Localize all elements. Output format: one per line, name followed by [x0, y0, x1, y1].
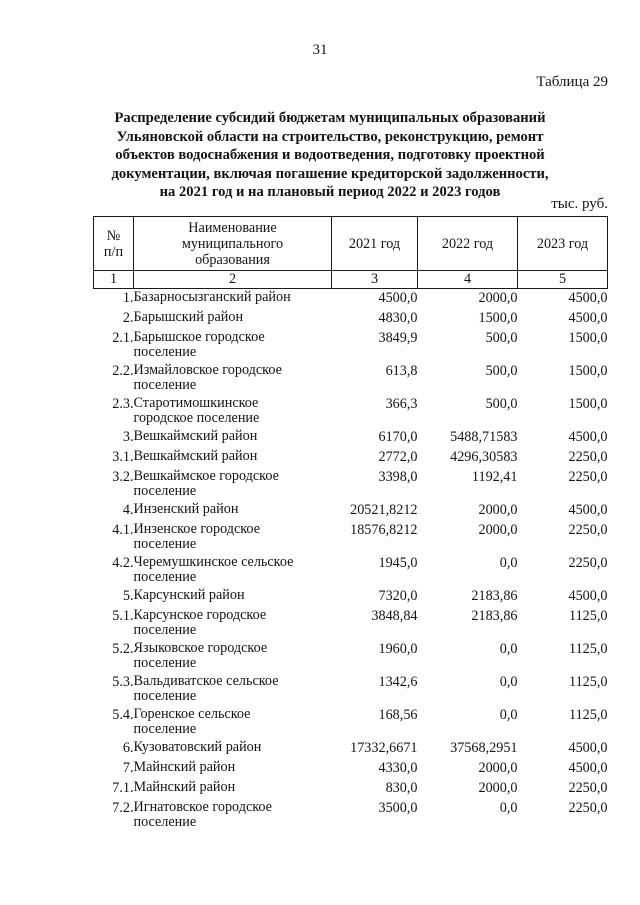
value-2022: 2183,86	[471, 607, 518, 624]
value-2021: 168,56	[378, 706, 418, 723]
table-row	[94, 673, 608, 706]
municipality-name-line: поселение	[133, 377, 197, 393]
table-row	[94, 607, 608, 640]
municipality-name-line: Майнский район	[133, 758, 236, 775]
municipality-name	[134, 706, 332, 739]
row-number: 5.	[122, 587, 134, 604]
value-2021: 613,8	[385, 362, 418, 379]
column-number: 3	[332, 271, 418, 289]
municipality-name-line: поселение	[133, 569, 197, 585]
municipality-name-line: Майнский район	[133, 778, 236, 795]
title-line: Распределение субсидий бюджетам муниципальных образований	[114, 110, 546, 126]
municipality-name-line: поселение	[133, 814, 197, 830]
value-2021: 4830,0	[378, 309, 418, 326]
value-2021: 4330,0	[378, 759, 418, 776]
table-row	[94, 309, 608, 329]
value-2023: 4500,0	[568, 759, 608, 776]
municipality-name	[134, 640, 332, 673]
value-2021: 3500,0	[378, 799, 418, 816]
value-2021: 6170,0	[378, 428, 418, 445]
municipality-name	[134, 779, 332, 799]
municipality-name-line: Инзенский район	[133, 500, 239, 517]
column-number: 2	[134, 271, 332, 289]
table-row	[94, 362, 608, 395]
value-2023: 1125,0	[569, 706, 608, 723]
row-number: 6.	[122, 739, 134, 756]
title-line: объектов водоснабжения и водоотведения, подготовку проектной	[115, 147, 545, 164]
municipality-name-line: поселение	[133, 536, 197, 552]
table-row	[94, 759, 608, 779]
municipality-name-line: поселение	[133, 721, 197, 737]
value-2023: 4500,0	[568, 428, 608, 445]
table-row	[94, 468, 608, 501]
municipality-name	[134, 362, 332, 395]
municipality-name	[134, 395, 332, 428]
value-2023: 2250,0	[568, 799, 608, 816]
column-number: 5	[518, 271, 608, 289]
value-2021: 3848,84	[371, 607, 418, 624]
row-number: 3.2.	[112, 468, 134, 485]
value-2023: 1125,0	[569, 607, 608, 624]
row-number: 3.1.	[112, 448, 134, 465]
row-number: 2.2.	[112, 362, 134, 379]
table-row	[94, 428, 608, 448]
value-2022: 500,0	[485, 329, 518, 346]
municipality-name	[134, 799, 332, 832]
table-row	[94, 706, 608, 739]
row-number: 5.4.	[112, 706, 134, 723]
value-2023: 1500,0	[568, 329, 608, 346]
municipality-name	[134, 554, 332, 587]
municipality-name-line: поселение	[133, 655, 197, 671]
municipality-name-line: поселение	[133, 344, 197, 360]
table-row	[94, 640, 608, 673]
header-2021: 2021 год	[332, 217, 418, 271]
municipality-name	[134, 329, 332, 362]
value-2021: 3849,9	[378, 329, 418, 346]
header-2022: 2022 год	[418, 217, 518, 271]
municipality-name-line: Игнатовское городское	[133, 798, 272, 815]
value-2023: 2250,0	[568, 554, 608, 571]
table-header	[94, 217, 608, 289]
column-numbers-row	[94, 271, 608, 289]
municipality-name	[134, 468, 332, 501]
value-2021: 7320,0	[378, 587, 418, 604]
value-2022: 2183,86	[471, 587, 518, 604]
value-2023: 1500,0	[568, 362, 608, 379]
table-row	[94, 501, 608, 521]
value-2021: 4500,0	[378, 290, 418, 306]
value-2022: 0,0	[499, 640, 518, 657]
value-2022: 5488,71583	[450, 428, 518, 445]
value-2022: 2000,0	[478, 501, 518, 518]
row-number: 1.	[122, 290, 134, 306]
row-number: 2.	[122, 309, 134, 326]
value-2022: 1192,41	[471, 468, 518, 485]
subsidy-table	[93, 216, 608, 832]
value-2023: 1125,0	[569, 673, 608, 690]
header-name: Наименование муниципального образования	[134, 217, 332, 271]
header-2023: 2023 год	[518, 217, 608, 271]
value-2021: 17332,6671	[350, 739, 418, 756]
value-2023: 4500,0	[568, 587, 608, 604]
municipality-name	[134, 501, 332, 521]
value-2023: 4500,0	[568, 501, 608, 518]
row-number: 5.2.	[112, 640, 134, 657]
municipality-name	[134, 759, 332, 779]
table-label: Таблица 29	[536, 74, 608, 90]
municipality-name-line: Черемушкинское сельское	[133, 553, 294, 570]
units-label: тыс. руб.	[551, 196, 608, 212]
value-2023: 2250,0	[568, 468, 608, 485]
row-number: 4.1.	[112, 521, 134, 538]
value-2022: 500,0	[485, 362, 518, 379]
table-row	[94, 521, 608, 554]
value-2021: 830,0	[385, 779, 418, 796]
value-2021: 3398,0	[378, 468, 418, 485]
value-2022: 4296,30583	[450, 448, 518, 465]
value-2022: 0,0	[499, 554, 518, 571]
table-row	[94, 289, 608, 309]
column-number: 4	[418, 271, 518, 289]
title-line: на 2021 год и на плановый период 2022 и 2023 годов	[159, 184, 501, 201]
municipality-name-line: Кузоватовский район	[133, 738, 262, 755]
municipality-name-line: Языковское городское	[133, 639, 268, 656]
value-2021: 20521,8212	[350, 501, 418, 518]
header-num: № п/п	[94, 217, 134, 271]
municipality-name-line: Измайловское городское	[133, 361, 282, 378]
value-2023: 4500,0	[568, 290, 608, 306]
table-row	[94, 799, 608, 832]
table-row	[94, 779, 608, 799]
value-2022: 0,0	[499, 706, 518, 723]
row-number: 3.	[122, 428, 134, 445]
value-2021: 2772,0	[378, 448, 418, 465]
municipality-name-line: поселение	[133, 622, 197, 638]
row-number: 7.1.	[112, 779, 134, 796]
municipality-name	[134, 739, 332, 759]
value-2023: 1125,0	[569, 640, 608, 657]
municipality-name-line: Карсунское городское	[133, 606, 267, 623]
municipality-name	[134, 673, 332, 706]
row-number: 5.3.	[112, 673, 134, 690]
municipality-name-line: Горенское сельское	[133, 705, 251, 722]
value-2022: 37568,2951	[450, 739, 518, 756]
title-line: Ульяновской области на строительство, реконструкцию, ремонт	[116, 128, 544, 145]
row-number: 5.1.	[112, 607, 134, 624]
value-2022: 0,0	[499, 799, 518, 816]
table-row	[94, 554, 608, 587]
municipality-name	[134, 521, 332, 554]
table-row	[94, 329, 608, 362]
value-2021: 1960,0	[378, 640, 418, 657]
column-number: 1	[94, 271, 134, 289]
value-2021: 18576,8212	[350, 521, 418, 538]
value-2023: 4500,0	[568, 739, 608, 756]
table-row	[94, 587, 608, 607]
municipality-name	[134, 448, 332, 468]
municipality-name-line: Инзенское городское	[133, 520, 261, 537]
row-number: 2.1.	[112, 329, 134, 346]
value-2022: 2000,0	[478, 521, 518, 538]
value-2021: 1342,6	[378, 673, 418, 690]
value-2023: 2250,0	[568, 521, 608, 538]
value-2022: 2000,0	[478, 779, 518, 796]
value-2022: 2000,0	[478, 290, 518, 306]
municipality-name-line: Вешкаймское городское	[133, 467, 279, 484]
page-number: 31	[312, 42, 328, 58]
document-title	[70, 109, 590, 202]
municipality-name	[134, 428, 332, 448]
municipality-name-line: Карсунский район	[133, 586, 245, 603]
municipality-name-line: Вешкаймский район	[133, 447, 258, 464]
municipality-name-line: Барышский район	[133, 308, 244, 325]
table-row	[94, 395, 608, 428]
table-row	[94, 739, 608, 759]
row-number: 7.2.	[112, 799, 134, 816]
value-2023: 2250,0	[568, 779, 608, 796]
municipality-name-line: поселение	[133, 688, 197, 704]
value-2022: 0,0	[499, 673, 518, 690]
table-body	[94, 289, 608, 832]
municipality-name-line: поселение	[133, 483, 197, 499]
municipality-name-line: Барышское городское	[133, 328, 265, 345]
municipality-name	[134, 309, 332, 329]
value-2021: 366,3	[385, 395, 418, 412]
value-2021: 1945,0	[378, 554, 418, 571]
value-2023: 1500,0	[568, 395, 608, 412]
municipality-name-line: Вальдиватское сельское	[133, 672, 279, 689]
row-number: 4.2.	[112, 554, 134, 571]
municipality-name	[134, 587, 332, 607]
municipality-name	[134, 289, 332, 309]
title-line: документации, включая погашение кредиторской задолженности,	[111, 165, 549, 182]
value-2023: 2250,0	[568, 448, 608, 465]
municipality-name-line: городское поселение	[133, 410, 260, 426]
value-2022: 500,0	[485, 395, 518, 412]
row-number: 2.3.	[112, 395, 134, 412]
value-2022: 1500,0	[478, 309, 518, 326]
municipality-name-line: Базарносызганский район	[133, 289, 291, 305]
value-2023: 4500,0	[568, 309, 608, 326]
municipality-name-line: Вешкаймский район	[133, 427, 258, 444]
municipality-name	[134, 607, 332, 640]
row-number: 7.	[122, 759, 134, 776]
municipality-name-line: Старотимошкинское	[133, 394, 259, 411]
table-row	[94, 448, 608, 468]
value-2022: 2000,0	[478, 759, 518, 776]
row-number: 4.	[122, 501, 134, 518]
